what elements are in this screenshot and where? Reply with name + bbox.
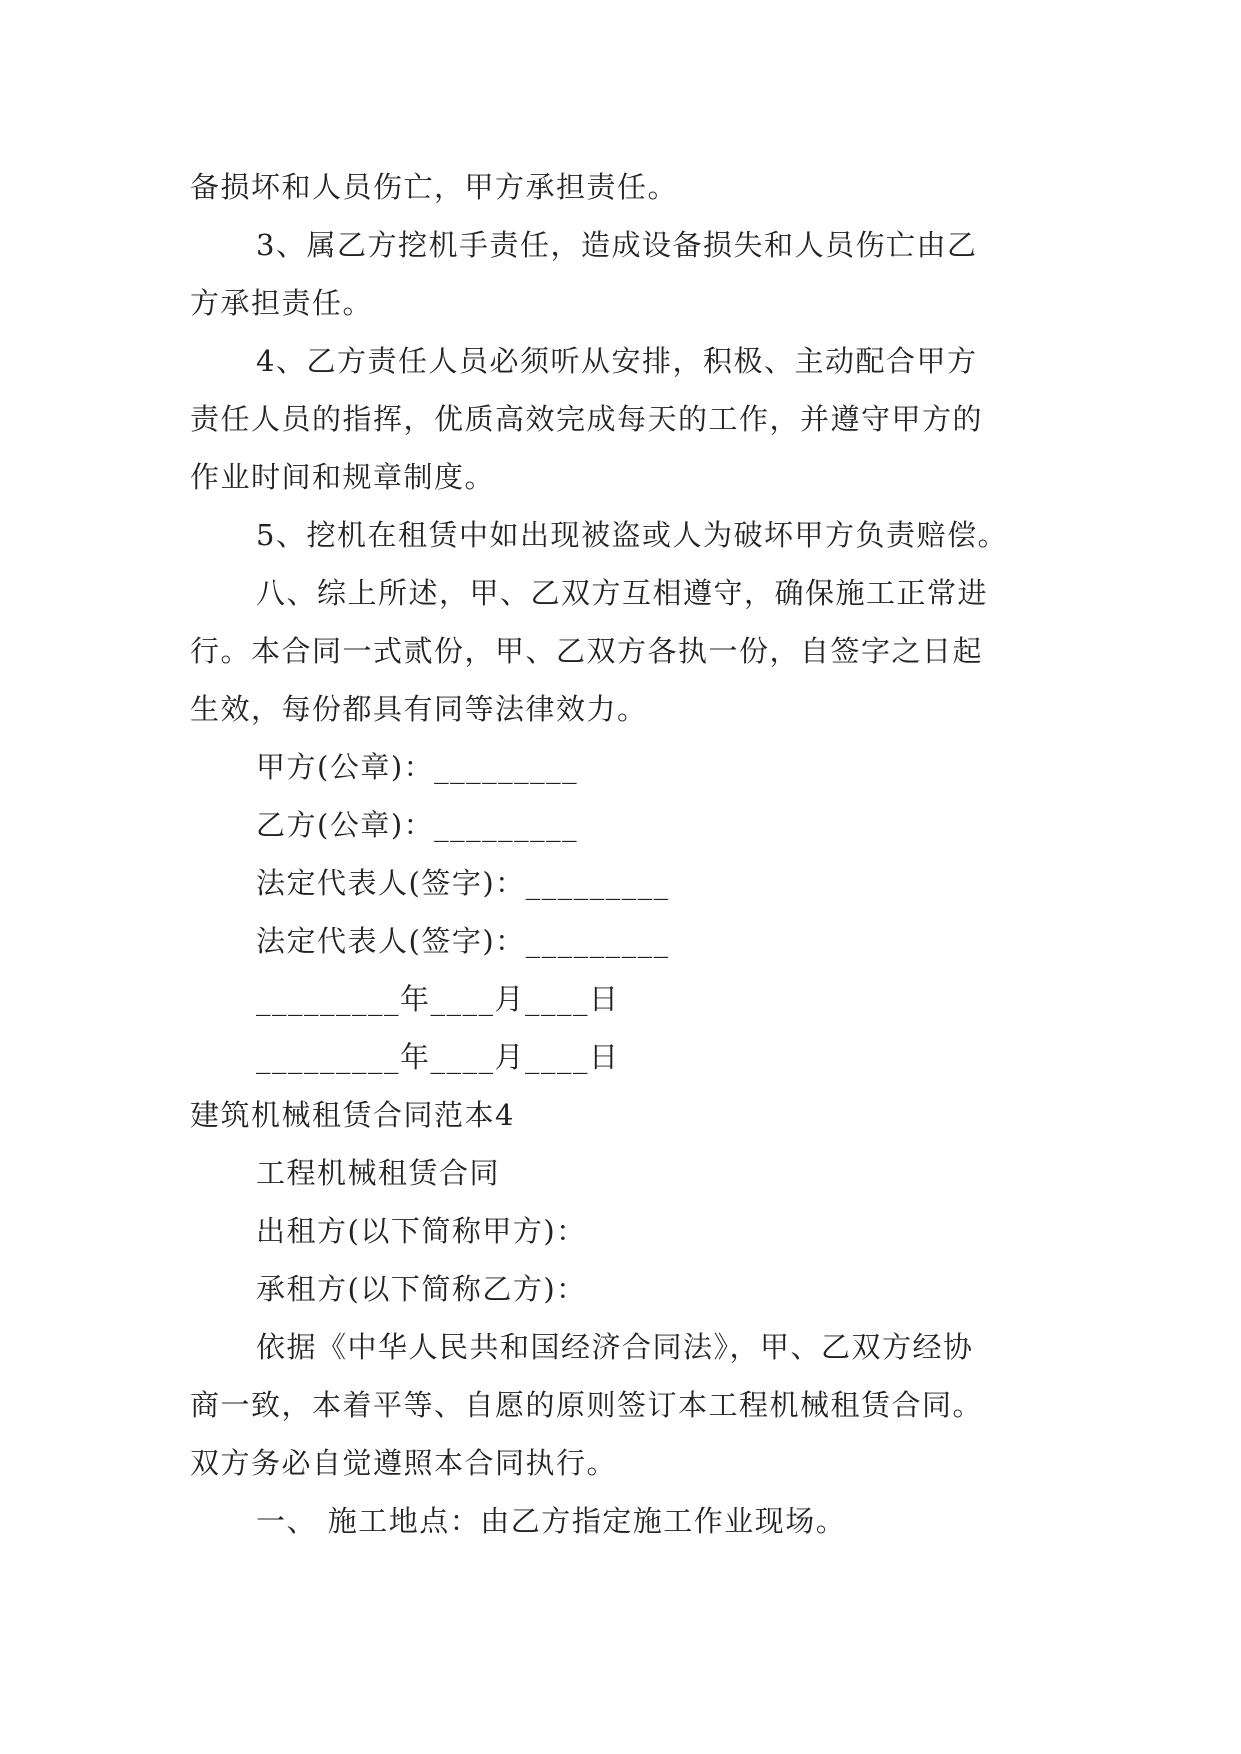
text-line: 生效，每份都具有同等法律效力。 xyxy=(190,692,648,726)
text-line: 5、挖机在租赁中如出现被盗或人为破坏甲方负责赔偿。 xyxy=(256,518,1008,552)
text-line: 一、 施工地点：由乙方指定施工作业现场。 xyxy=(256,1504,847,1538)
party-a-seal-line: 甲方(公章)：_________ xyxy=(256,750,579,784)
legal-rep-signature-line: 法定代表人(签字)：_________ xyxy=(256,924,670,958)
legal-rep-signature-line: 法定代表人(签字)：_________ xyxy=(256,866,670,900)
text-line: 依据《中华人民共和国经济合同法》，甲、乙双方经协 xyxy=(256,1330,974,1364)
date-line: _________年____月____日 xyxy=(256,982,620,1016)
section-heading: 建筑机械租赁合同范本4 xyxy=(190,1098,515,1132)
text-line: 方承担责任。 xyxy=(190,286,374,320)
date-line: _________年____月____日 xyxy=(256,1040,620,1074)
lessee-line: 承租方(以下简称乙方)： xyxy=(256,1272,587,1306)
text-line: 商一致，本着平等、自愿的原则签订本工程机械租赁合同。 xyxy=(190,1388,984,1422)
text-line: 3、属乙方挖机手责任，造成设备损失和人员伤亡由乙 xyxy=(256,228,978,262)
document-body xyxy=(190,158,1052,1550)
text-line: 备损坏和人员伤亡，甲方承担责任。 xyxy=(190,170,679,204)
contract-title: 工程机械租赁合同 xyxy=(256,1156,501,1190)
text-line: 4、乙方责任人员必须听从安排，积极、主动配合甲方 xyxy=(256,344,978,378)
text-line: 双方务必自觉遵照本合同执行。 xyxy=(190,1446,618,1480)
party-b-seal-line: 乙方(公章)：_________ xyxy=(256,808,579,842)
text-line: 八、综上所述，甲、乙双方互相遵守，确保施工正常进 xyxy=(256,576,989,610)
lessor-line: 出租方(以下简称甲方)： xyxy=(256,1214,587,1248)
text-line: 责任人员的指挥，优质高效完成每天的工作，并遵守甲方的 xyxy=(190,402,984,436)
text-line: 行。本合同一式贰份，甲、乙双方各执一份，自签字之日起 xyxy=(190,634,984,668)
text-line: 作业时间和规章制度。 xyxy=(190,460,496,494)
